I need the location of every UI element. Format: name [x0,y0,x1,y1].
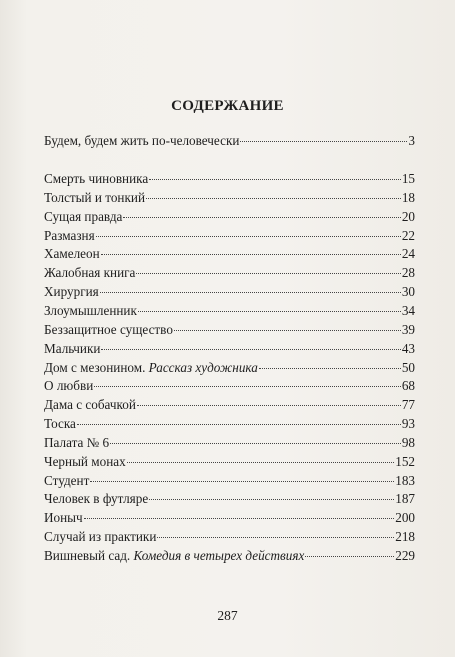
toc-entry-title-text: Будем, будем жить по-человечески [44,133,240,148]
toc-entry [44,321,415,339]
dot-leader [127,461,394,463]
toc-entry-title [44,528,156,546]
toc-entry-title-text: Злоумышленник [44,302,137,318]
dot-leader [123,216,400,218]
dot-leader [137,404,401,406]
toc-entry-title [44,170,148,188]
toc-entry [44,377,415,395]
toc-entry [44,340,415,358]
toc-entry [44,453,415,471]
toc-entry-page: 183 [395,472,415,488]
toc-entry-title-text: Человек в футляре [44,491,149,507]
dot-leader [157,536,394,538]
toc-entry-title [44,302,137,320]
toc-entry-title [44,321,173,339]
toc-entry [44,415,415,433]
toc-entry [44,396,415,414]
dot-leader [149,178,401,180]
toc-entry-title [44,509,83,527]
toc-entry [44,208,415,226]
toc-entry-title [44,132,239,150]
toc-entry-page: 93 [401,416,415,432]
toc-entry [44,227,415,245]
toc-entry-title-text: О любви [44,378,94,394]
dot-leader [110,442,401,444]
toc-entry-title-text: Размазня [44,227,95,243]
toc-entry-title-text: Дама с собачкой [44,397,136,413]
dot-leader [84,517,395,519]
toc-entry-title [44,189,145,207]
toc-entry-page: 218 [395,529,415,545]
toc-entry-title [44,283,99,301]
toc-entry-title-text: Хамелеон [44,246,100,262]
toc-entry-title-text: Мальчики [44,340,101,356]
toc-entry [44,472,415,490]
toc-entry-page: 28 [401,265,415,281]
toc-entry [44,189,415,207]
toc-entry [44,283,415,301]
toc-entry [44,302,415,320]
toc-entry-page: 77 [401,397,415,413]
toc-entry-page: 34 [401,302,415,318]
toc-entry-page: 50 [401,359,415,375]
toc-entry-title [44,340,100,358]
toc-entry-title-text: Дом с мезонином. [44,359,146,375]
toc-entry-title [44,359,258,377]
toc-entry-page: 98 [401,434,415,450]
toc-entry-page: 18 [401,189,415,205]
dot-leader [90,480,394,482]
toc-entry-title [44,245,100,263]
toc-entry-title [44,490,148,508]
toc-entry-title-text: Беззащитное существо [44,321,173,337]
toc-entry-page: 187 [395,491,415,507]
dot-leader [174,329,401,331]
dot-leader [305,555,394,557]
toc-entry [44,132,415,150]
toc-entry-page: 43 [401,340,415,356]
toc-entry-page: 39 [401,321,415,337]
toc-entry [44,509,415,527]
toc-entry-title-text: Вишневый сад. [44,548,131,563]
toc-entry-title [44,415,76,433]
dot-leader [240,140,407,142]
dot-leader [259,367,401,369]
toc-entry-page: 68 [401,378,415,394]
toc-entry-title-text: Смерть чиновника [44,171,149,186]
toc-entry-page: 30 [401,284,415,300]
toc-entry-title-text: Жалобная книга [44,265,136,281]
toc-entry-title [44,396,136,414]
toc-entry-title-text: Тоска [44,416,76,432]
toc-entry [44,547,415,565]
dot-leader [149,498,394,500]
toc-entry-page: 20 [401,208,415,224]
toc-entry-title [44,377,93,395]
toc-entry-title-text: Сущая правда [44,208,123,224]
toc-entry [44,490,415,508]
page-number: 287 [217,608,238,623]
toc-entry [44,359,415,377]
dot-leader [96,235,401,237]
dot-leader [77,423,401,425]
toc-entry-title [44,547,304,565]
toc-entry-title [44,227,95,245]
toc-entry-title [44,434,109,452]
toc-entry-title-text: Хирургия [44,284,99,300]
toc-entry [44,434,415,452]
toc-entry [44,170,415,188]
toc-entry-page: 15 [401,171,415,186]
dot-leader [146,197,401,199]
toc-entry [44,264,415,282]
dot-leader [101,253,401,255]
toc-entry-title-text: Толстый и тонкий [44,189,146,205]
toc-entry-page: 24 [401,246,415,262]
toc-entry-page: 22 [401,227,415,243]
toc-entry-page: 152 [395,453,415,469]
toc-entry-page: 229 [395,548,415,563]
toc-entry [44,245,415,263]
toc-entry-page: 200 [395,510,415,526]
dot-leader [101,348,400,350]
contents-heading: СОДЕРЖАНИЕ [171,98,284,114]
toc-entry-subtitle: Рассказ художника [148,359,258,375]
toc-entry-title-text: Случай из практики [44,529,157,545]
toc-entry-title [44,453,126,471]
dot-leader [100,291,401,293]
toc-entry-title [44,208,122,226]
toc-entry-title-text: Черный монах [44,453,126,469]
toc-entry [44,528,415,546]
toc-entry-title-text: Ионыч [44,510,83,526]
toc-entry-title [44,472,89,490]
dot-leader [138,310,401,312]
dot-leader [136,272,400,274]
dot-leader [94,385,401,387]
toc-entry-title-text: Палата № 6 [44,434,110,450]
toc-entry-title-text: Студент [44,472,90,488]
toc-entry-subtitle: Комедия в четырех действиях [133,548,305,563]
toc-entry-page: 3 [408,133,415,148]
toc-entry-title [44,264,135,282]
